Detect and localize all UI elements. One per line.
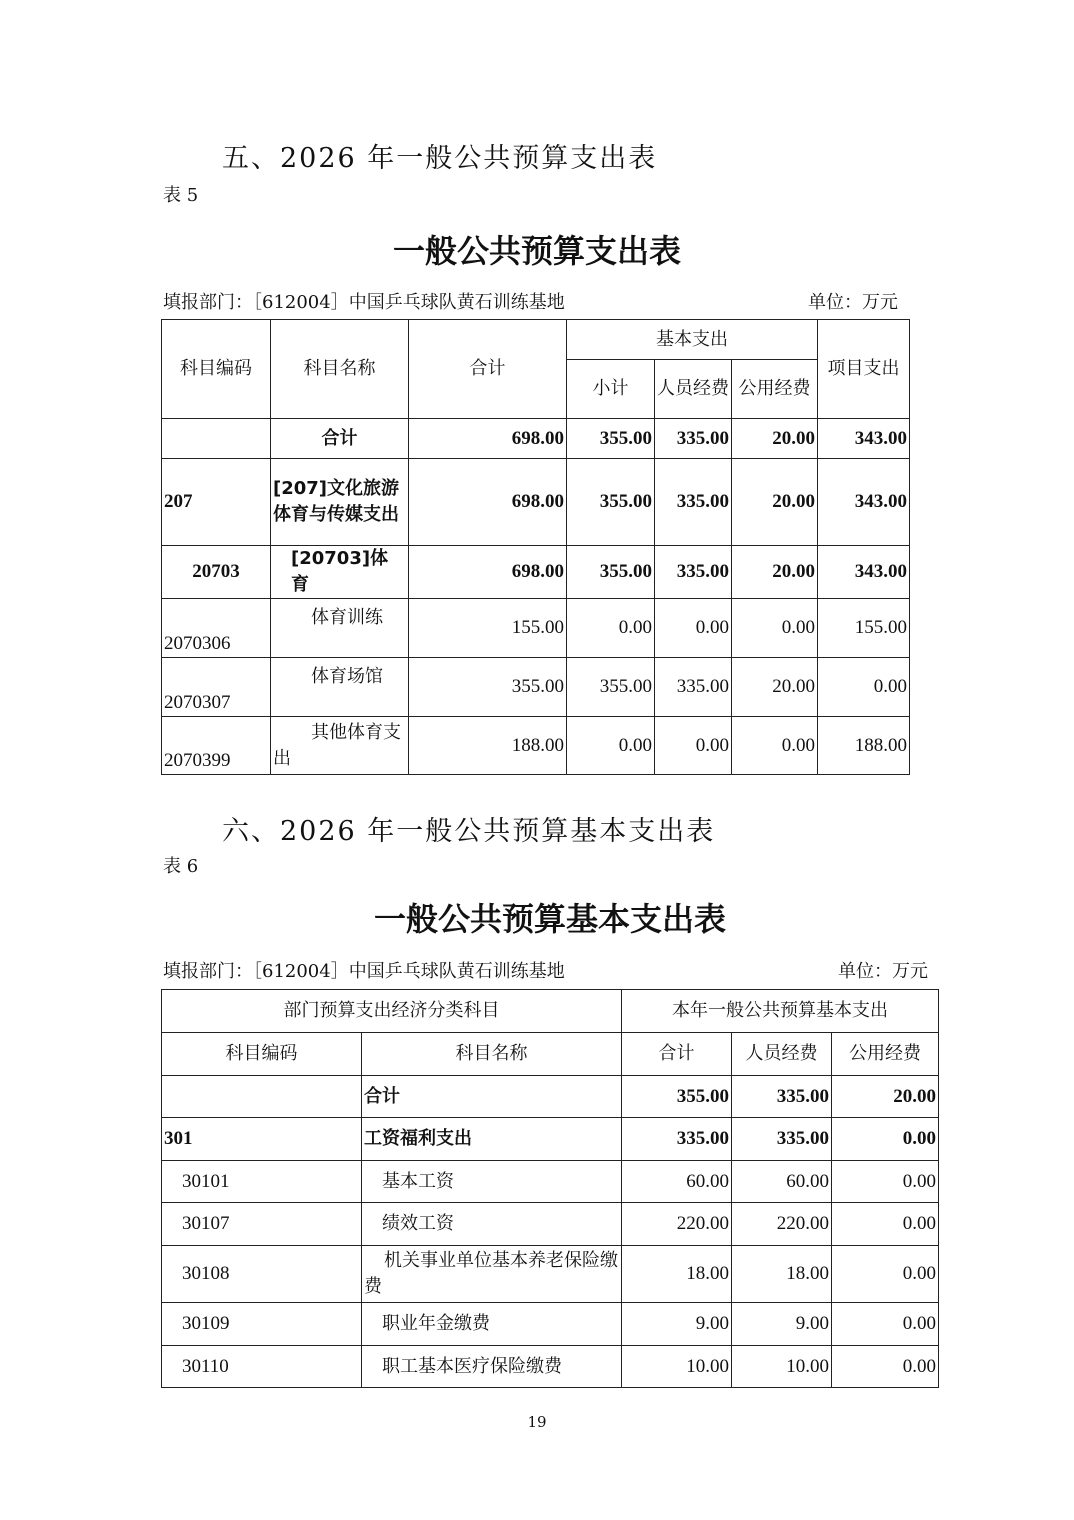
row-public: 20.00 — [732, 419, 818, 459]
row-subtotal: 0.00 — [567, 599, 655, 658]
table-row — [162, 1076, 939, 1118]
row-total: 9.00 — [622, 1303, 732, 1346]
row-name: [207]文化旅游体育与传媒支出 — [271, 459, 409, 546]
row-public: 0.00 — [832, 1118, 939, 1161]
s6-header-current: 本年一般公共预算基本支出 — [622, 990, 939, 1033]
table-row — [162, 1203, 939, 1246]
row-project: 343.00 — [818, 459, 910, 546]
row-public: 0.00 — [832, 1203, 939, 1246]
row-subtotal: 355.00 — [567, 658, 655, 717]
table-row — [162, 599, 910, 658]
row-total: 155.00 — [409, 599, 567, 658]
section5-table-title: 一般公共预算支出表 — [392, 232, 681, 270]
row-project: 0.00 — [818, 658, 910, 717]
row-public: 20.00 — [732, 546, 818, 599]
row-total: 698.00 — [409, 419, 567, 459]
s5-header-name: 科目名称 — [271, 320, 409, 419]
row-total: 698.00 — [409, 546, 567, 599]
section5-dept: 填报部门：［612004］中国乒乓球队黄石训练基地 — [163, 292, 565, 313]
row-name: 基本工资 — [362, 1161, 622, 1203]
row-personnel: 0.00 — [655, 717, 732, 775]
row-personnel: 335.00 — [655, 546, 732, 599]
row-personnel: 10.00 — [732, 1346, 832, 1388]
table-row — [162, 1118, 939, 1161]
s5-header-basic: 基本支出 — [567, 320, 818, 360]
row-code: 30110 — [162, 1346, 362, 1388]
row-name: 职业年金缴费 — [362, 1303, 622, 1346]
row-total: 188.00 — [409, 717, 567, 775]
row-project: 188.00 — [818, 717, 910, 775]
section6-table-title: 一般公共预算基本支出表 — [373, 900, 726, 938]
row-public: 0.00 — [732, 717, 818, 775]
row-name: 体育训练 — [271, 599, 409, 658]
row-total: 18.00 — [622, 1246, 732, 1303]
row-public: 0.00 — [732, 599, 818, 658]
row-code: 2070306 — [162, 599, 271, 658]
s6-header-personnel: 人员经费 — [732, 1033, 832, 1076]
table-row — [162, 717, 910, 775]
row-public: 0.00 — [832, 1346, 939, 1388]
s5-header-project: 项目支出 — [818, 320, 910, 419]
table-row — [162, 419, 910, 459]
row-total: 220.00 — [622, 1203, 732, 1246]
row-name: 体育场馆 — [271, 658, 409, 717]
row-personnel: 335.00 — [655, 419, 732, 459]
s6-header-category: 部门预算支出经济分类科目 — [162, 990, 622, 1033]
row-personnel: 220.00 — [732, 1203, 832, 1246]
row-name: 职工基本医疗保险缴费 — [362, 1346, 622, 1388]
row-personnel: 0.00 — [655, 599, 732, 658]
row-code: 30101 — [162, 1161, 362, 1203]
section5-table-number: 表 5 — [163, 185, 199, 206]
row-code: 30107 — [162, 1203, 362, 1246]
table-row — [162, 546, 910, 599]
row-total: 335.00 — [622, 1118, 732, 1161]
table-row — [162, 1161, 939, 1203]
row-total: 355.00 — [622, 1076, 732, 1118]
table-row — [162, 1303, 939, 1346]
row-public: 20.00 — [832, 1076, 939, 1118]
row-code: 207 — [162, 459, 271, 546]
row-personnel: 60.00 — [732, 1161, 832, 1203]
table-row — [162, 459, 910, 546]
page-number: 19 — [527, 1413, 547, 1431]
table-row — [162, 658, 910, 717]
row-total: 60.00 — [622, 1161, 732, 1203]
s6-header-public: 公用经费 — [832, 1033, 939, 1076]
row-name: 合计 — [362, 1076, 622, 1118]
row-code: 301 — [162, 1118, 362, 1161]
table-row — [162, 1246, 939, 1303]
row-project: 155.00 — [818, 599, 910, 658]
row-project: 343.00 — [818, 546, 910, 599]
section5-table — [161, 319, 910, 775]
row-personnel: 335.00 — [732, 1118, 832, 1161]
row-code: 20703 — [162, 546, 271, 599]
row-total: 355.00 — [409, 658, 567, 717]
row-subtotal: 0.00 — [567, 717, 655, 775]
row-code: 2070399 — [162, 717, 271, 775]
s5-header-code: 科目编码 — [162, 320, 271, 419]
section6-heading: 六、2026 年一般公共预算基本支出表 — [222, 816, 716, 847]
row-public: 20.00 — [732, 658, 818, 717]
row-name: 机关事业单位基本养老保险缴费 — [362, 1246, 622, 1303]
row-name: 其他体育支出 — [271, 717, 409, 775]
section5-heading: 五、2026 年一般公共预算支出表 — [222, 143, 658, 174]
row-public: 0.00 — [832, 1303, 939, 1346]
section6-table-number: 表 6 — [163, 856, 199, 877]
s6-header-total: 合计 — [622, 1033, 732, 1076]
row-code: 30109 — [162, 1303, 362, 1346]
section6-dept: 填报部门：［612004］中国乒乓球队黄石训练基地 — [163, 961, 565, 982]
row-code: 30108 — [162, 1246, 362, 1303]
s6-header-name: 科目名称 — [362, 1033, 622, 1076]
row-personnel: 335.00 — [655, 658, 732, 717]
row-total: 10.00 — [622, 1346, 732, 1388]
row-subtotal: 355.00 — [567, 546, 655, 599]
s5-header-total: 合计 — [409, 320, 567, 419]
s5-header-personnel: 人员经费 — [655, 360, 732, 419]
row-name: [20703]体育 — [271, 546, 409, 599]
section6-unit: 单位：万元 — [838, 961, 928, 982]
row-code — [162, 419, 271, 459]
section6-table — [161, 989, 939, 1388]
s5-header-subtotal: 小计 — [567, 360, 655, 419]
row-code: 2070307 — [162, 658, 271, 717]
row-personnel: 335.00 — [732, 1076, 832, 1118]
row-public: 20.00 — [732, 459, 818, 546]
section5-unit: 单位：万元 — [808, 292, 898, 313]
row-subtotal: 355.00 — [567, 419, 655, 459]
row-code — [162, 1076, 362, 1118]
row-name: 绩效工资 — [362, 1203, 622, 1246]
row-public: 0.00 — [832, 1161, 939, 1203]
row-project: 343.00 — [818, 419, 910, 459]
row-personnel: 335.00 — [655, 459, 732, 546]
row-name: 工资福利支出 — [362, 1118, 622, 1161]
row-total: 698.00 — [409, 459, 567, 546]
table-row — [162, 1346, 939, 1388]
row-personnel: 9.00 — [732, 1303, 832, 1346]
row-name: 合计 — [271, 419, 409, 459]
row-personnel: 18.00 — [732, 1246, 832, 1303]
row-subtotal: 355.00 — [567, 459, 655, 546]
s5-header-public: 公用经费 — [732, 360, 818, 419]
row-public: 0.00 — [832, 1246, 939, 1303]
s6-header-code: 科目编码 — [162, 1033, 362, 1076]
